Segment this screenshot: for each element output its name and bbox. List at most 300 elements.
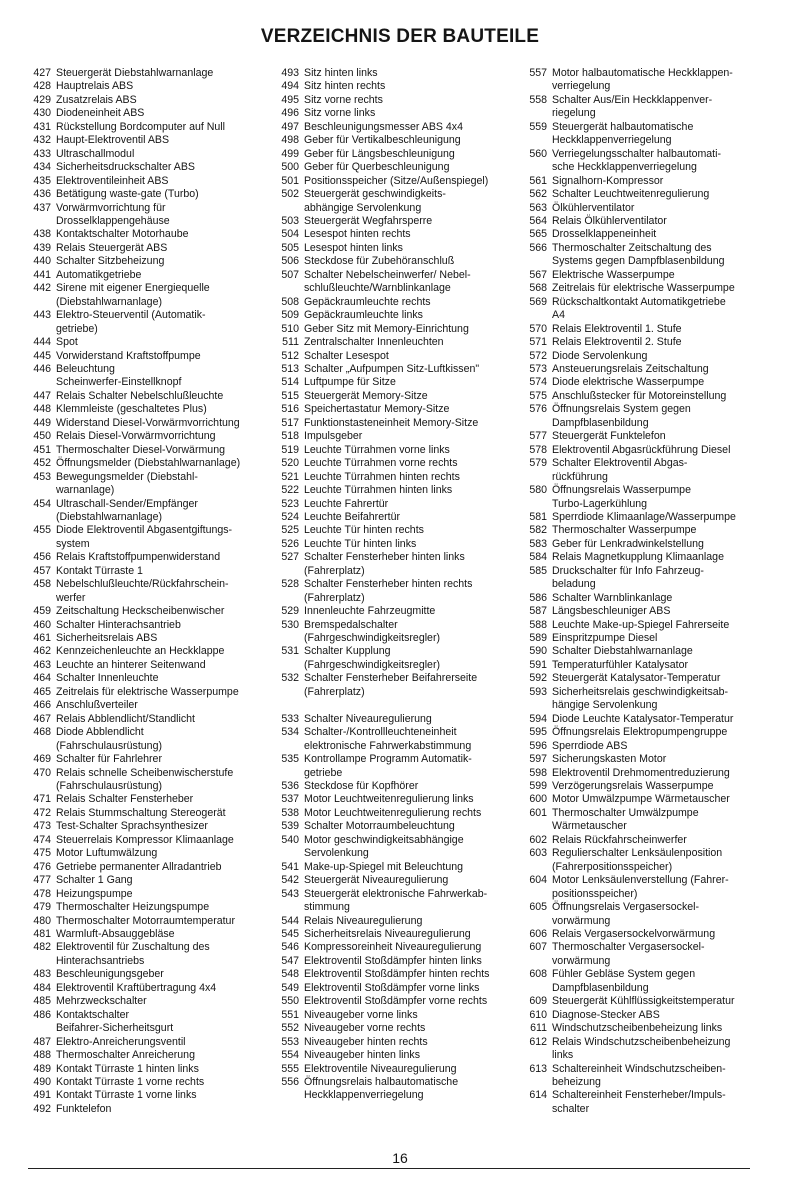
item-label: Gepäckraumleuchte links	[304, 309, 423, 322]
item-label: Haupt-Elektroventil ABS	[56, 134, 170, 147]
item-label: vorwärmung	[552, 954, 611, 967]
item-number	[524, 888, 552, 901]
item-label: Diode Elektroventil Abgasentgiftungs-	[56, 524, 233, 537]
item-label: Steuergerät Diebstahlwarnanlage	[56, 67, 214, 79]
item-label: Öffnungsrelais Vergasersockel-	[552, 901, 700, 914]
item-label: hängige Servolenkung	[552, 699, 658, 712]
list-item	[28, 713, 270, 726]
list-item	[276, 511, 522, 524]
item-label: Sitz vorne rechts	[304, 93, 383, 106]
item-number: 526	[281, 537, 299, 550]
item-label: Motor geschwindigkeitsabhängige	[304, 833, 464, 846]
item-number: 445	[33, 349, 51, 362]
item-label: Leuchte Türrahmen vorne links	[304, 443, 450, 456]
item-number: 489	[33, 1062, 51, 1075]
item-label: Relais Schalter Fensterheber	[56, 793, 194, 806]
item-label: schalter	[552, 1102, 590, 1115]
item-label: Zusatzrelais ABS	[56, 93, 137, 106]
item-number: 515	[281, 389, 299, 402]
item-label: Widerstand Diesel-Vorwärmvorrichtung	[56, 416, 240, 429]
list-item-continuation	[276, 632, 522, 645]
item-number: 601	[529, 806, 547, 819]
list-item	[524, 148, 774, 161]
item-number: 478	[33, 887, 51, 900]
item-number: 471	[33, 793, 51, 806]
item-number: 477	[33, 874, 51, 887]
item-label: Anschlußstecker für Motoreinstellung	[552, 389, 727, 402]
item-label: riegelung	[552, 107, 596, 120]
list-item	[276, 471, 522, 484]
item-label: Leuchte Tür hinten links	[304, 537, 417, 550]
list-item	[524, 740, 774, 753]
item-label: Make-up-Spiegel mit Beleuchtung	[304, 860, 463, 873]
list-item-continuation	[524, 578, 774, 591]
item-label: Niveaugeber hinten links	[304, 1049, 421, 1062]
item-label: Schalter Fensterheber hinten rechts	[304, 578, 473, 591]
item-label: Leuchte Tür hinten rechts	[304, 524, 424, 537]
item-number: 501	[281, 174, 299, 187]
list-item	[276, 161, 522, 174]
item-label: (Fahrschulausrüstung)	[56, 739, 162, 752]
list-item	[28, 820, 270, 833]
footer-rule	[28, 1168, 750, 1169]
list-item-continuation	[276, 740, 522, 753]
list-item	[28, 175, 270, 188]
item-label: (Fahrerpositionsspeicher)	[552, 860, 673, 873]
item-label: Sicherheitsdruckschalter ABS	[56, 161, 195, 174]
item-label: Windschutzscheibenbeheizung links	[552, 1022, 723, 1035]
item-number	[524, 471, 552, 484]
item-number: 449	[33, 416, 51, 429]
list-item	[524, 363, 774, 376]
item-number: 593	[529, 685, 547, 698]
list-item-continuation	[276, 847, 522, 860]
item-number: 441	[33, 268, 51, 281]
item-label: Sicherheitsrelais geschwindigkeitsab-	[552, 685, 729, 698]
item-label: Elektro-Steuerventil (Automatik-	[56, 309, 206, 322]
item-number: 527	[281, 551, 299, 564]
item-label: Steuergerät elektronische Fahrwerkab-	[304, 887, 488, 900]
list-item	[524, 592, 774, 605]
list-item	[28, 336, 270, 349]
item-number: 604	[529, 874, 547, 887]
item-label: Temperaturfühler Katalysator	[552, 658, 689, 671]
item-number: 429	[33, 93, 51, 106]
item-number: 525	[281, 524, 299, 537]
item-label: Dampfblasenbildung	[552, 416, 649, 429]
item-label: Steuergerät Katalysator-Temperatur	[552, 672, 721, 685]
item-label: Leuchte Fahrertür	[304, 497, 389, 510]
item-number: 480	[33, 914, 51, 927]
list-item	[28, 403, 270, 416]
item-number: 581	[529, 510, 547, 523]
item-number: 573	[529, 362, 547, 375]
list-item	[524, 175, 774, 188]
item-label: Elektroventil für Zuschaltung des	[56, 941, 210, 954]
list-item	[276, 538, 522, 551]
list-item	[28, 269, 270, 282]
item-label: Schalter für Fahrlehrer	[56, 753, 162, 766]
item-label: Heckklappenverriegelung	[304, 1089, 424, 1102]
list-item	[28, 767, 270, 780]
item-label: getriebe	[304, 766, 343, 779]
item-number	[524, 578, 552, 591]
list-item	[276, 134, 522, 147]
item-label: Betätigung waste-gate (Turbo)	[56, 188, 199, 201]
list-item	[276, 255, 522, 268]
item-number: 556	[281, 1075, 299, 1088]
item-number	[276, 767, 304, 780]
list-item	[524, 444, 774, 457]
item-number: 486	[33, 1008, 51, 1021]
component-list-column-2	[276, 67, 522, 1103]
item-number: 608	[529, 968, 547, 981]
item-label: Diode Abblendlicht	[56, 726, 144, 739]
list-item	[524, 726, 774, 739]
item-label: (Diebstahlwarnanlage)	[56, 295, 162, 308]
list-item	[276, 67, 522, 80]
item-number: 577	[529, 430, 547, 443]
list-item	[28, 67, 270, 80]
list-item-continuation	[524, 861, 774, 874]
list-item	[524, 632, 774, 645]
item-number: 580	[529, 484, 547, 497]
list-item	[276, 363, 522, 376]
item-label: Relais Abblendlicht/Standlicht	[56, 712, 195, 725]
list-item	[28, 242, 270, 255]
item-label: Schalter Leuchtweitenregulierung	[552, 188, 710, 201]
item-number: 442	[33, 282, 51, 295]
list-item	[524, 67, 774, 80]
item-number	[28, 955, 56, 968]
list-item	[276, 1049, 522, 1062]
list-item	[276, 121, 522, 134]
item-label: (Fahrgeschwindigkeitsregler)	[304, 632, 441, 645]
item-number: 591	[529, 658, 547, 671]
item-label: Niveaugeber vorne links	[304, 1008, 418, 1021]
item-label: Signalhorn-Kompressor	[552, 174, 664, 187]
item-number: 538	[281, 806, 299, 819]
item-label: Schalter-/Kontrollleuchteneinheit	[304, 726, 457, 739]
list-item	[28, 80, 270, 93]
item-label: Öffnungsrelais Wasserpumpe	[552, 484, 691, 497]
item-number: 469	[33, 753, 51, 766]
list-item	[28, 1009, 270, 1022]
list-item	[28, 282, 270, 295]
item-label: Ultraschall-Sender/Empfänger	[56, 497, 198, 510]
item-label: Kontaktschalter	[56, 1008, 130, 1021]
item-label: Speichertastatur Memory-Sitze	[304, 403, 450, 416]
item-label: Schaltereinheit Windschutzscheiben-	[552, 1062, 726, 1075]
item-number: 578	[529, 443, 547, 456]
item-label: Steuergerät geschwindigkeits-	[304, 188, 446, 201]
item-number: 575	[529, 389, 547, 402]
list-item	[524, 686, 774, 699]
item-label: Rückstellung Bordcomputer auf Null	[56, 120, 225, 133]
list-item	[524, 94, 774, 107]
item-label: Schalter Warnblinkanlage	[552, 591, 673, 604]
list-item	[276, 834, 522, 847]
item-number	[524, 955, 552, 968]
item-number: 462	[33, 645, 51, 658]
item-number: 494	[281, 80, 299, 93]
item-label: stimmung	[304, 901, 350, 914]
item-number	[28, 740, 56, 753]
item-label: Öffnungsmelder (Diebstahlwarnanlage)	[56, 457, 241, 470]
item-number: 443	[33, 309, 51, 322]
list-item	[276, 175, 522, 188]
item-number: 579	[529, 457, 547, 470]
list-item	[276, 861, 522, 874]
list-item	[524, 202, 774, 215]
item-label: (Fahrerplatz)	[304, 685, 365, 698]
item-label: Lesespot hinten rechts	[304, 228, 411, 241]
item-number: 583	[529, 537, 547, 550]
list-item-continuation	[524, 255, 774, 268]
item-number: 482	[33, 941, 51, 954]
item-number: 484	[33, 981, 51, 994]
item-label: Elektro-Anreicherungsventil	[56, 1035, 186, 1048]
item-label: Thermoschalter Anreicherung	[56, 1049, 195, 1062]
item-label: Servolenkung	[304, 847, 369, 860]
item-label: Spot	[56, 336, 78, 349]
list-item	[28, 1103, 270, 1116]
item-number	[524, 915, 552, 928]
item-label: beladung	[552, 578, 596, 591]
item-number	[524, 498, 552, 511]
item-label: Diode Leuchte Katalysator-Temperatur	[552, 712, 734, 725]
item-number	[276, 282, 304, 295]
item-label: Sperrdiode ABS	[552, 739, 628, 752]
list-item	[276, 350, 522, 363]
item-number	[28, 780, 56, 793]
item-number: 551	[281, 1008, 299, 1021]
item-label: Relais Elektroventil 1. Stufe	[552, 322, 682, 335]
list-item	[276, 713, 522, 726]
list-item-continuation	[524, 471, 774, 484]
item-number: 509	[281, 309, 299, 322]
item-label: Luftpumpe für Sitze	[304, 376, 396, 389]
list-item	[28, 350, 270, 363]
item-number: 570	[529, 322, 547, 335]
item-label: Leuchte Make-up-Spiegel Fahrerseite	[552, 618, 730, 631]
list-item	[28, 148, 270, 161]
item-label: Steckdose für Zubehöranschluß	[304, 255, 455, 268]
item-number: 512	[281, 349, 299, 362]
list-item	[276, 269, 522, 282]
list-item-continuation	[276, 1089, 522, 1102]
list-item	[276, 390, 522, 403]
list-item	[276, 107, 522, 120]
item-number: 436	[33, 188, 51, 201]
item-label: beheizung	[552, 1075, 601, 1088]
item-label: Gepäckraumleuchte rechts	[304, 295, 431, 308]
item-label: Zeitrelais für elektrische Wasserpumpe	[56, 685, 239, 698]
list-item	[524, 847, 774, 860]
item-label: Motor Lenksäulenverstellung (Fahrer-	[552, 874, 729, 887]
item-number	[524, 309, 552, 322]
item-label: schlußleuchte/Warnblinkanlage	[304, 282, 451, 295]
list-item	[276, 1063, 522, 1076]
list-item	[276, 498, 522, 511]
item-label: Schalter Elektroventil Abgas-	[552, 457, 688, 470]
item-label: Steuerrelais Kompressor Klimaanlage	[56, 833, 234, 846]
list-item-continuation	[524, 699, 774, 712]
list-item-continuation	[524, 1103, 774, 1116]
item-label: Schalter Diebstahlwarnanlage	[552, 645, 693, 658]
item-label: Thermoschalter Diesel-Vorwärmung	[56, 443, 225, 456]
item-number: 540	[281, 833, 299, 846]
list-item	[276, 1009, 522, 1022]
item-label: Turbo-Lagerkühlung	[552, 497, 648, 510]
item-label: Steuergerät halbautomatische	[552, 120, 694, 133]
item-number: 461	[33, 632, 51, 645]
list-item	[276, 188, 522, 201]
item-number: 587	[529, 605, 547, 618]
item-number	[524, 982, 552, 995]
list-item	[28, 444, 270, 457]
item-number: 558	[529, 93, 547, 106]
list-item	[276, 80, 522, 93]
item-number: 533	[281, 712, 299, 725]
item-number: 510	[281, 322, 299, 335]
item-number	[524, 417, 552, 430]
list-item-continuation	[28, 323, 270, 336]
list-item	[28, 619, 270, 632]
item-number	[524, 161, 552, 174]
item-number	[276, 202, 304, 215]
list-item	[524, 296, 774, 309]
item-label: Druckschalter für Info Fahrzeug-	[552, 564, 704, 577]
list-item	[28, 202, 270, 215]
item-number: 499	[281, 147, 299, 160]
item-number: 613	[529, 1062, 547, 1075]
item-label: Öffnungsrelais Elektropumpengruppe	[552, 726, 728, 739]
item-number: 532	[281, 672, 299, 685]
list-item	[524, 228, 774, 241]
item-number: 453	[33, 470, 51, 483]
item-number: 597	[529, 753, 547, 766]
list-item	[276, 484, 522, 497]
item-number	[28, 215, 56, 228]
item-number: 467	[33, 712, 51, 725]
list-item	[276, 753, 522, 766]
item-label: Thermoschalter Zeitschaltung des	[552, 241, 712, 254]
item-number: 488	[33, 1049, 51, 1062]
item-number: 582	[529, 524, 547, 537]
list-item	[276, 605, 522, 618]
item-number: 524	[281, 510, 299, 523]
item-number	[524, 820, 552, 833]
item-label: Automatikgetriebe	[56, 268, 142, 281]
list-item	[276, 968, 522, 981]
item-number: 585	[529, 564, 547, 577]
item-number: 546	[281, 941, 299, 954]
item-label: Steuergerät Funktelefon	[552, 430, 666, 443]
list-item	[28, 834, 270, 847]
list-item	[276, 242, 522, 255]
list-item	[28, 107, 270, 120]
item-number: 611	[530, 1022, 547, 1035]
item-label: Hauptrelais ABS	[56, 80, 134, 93]
item-number: 427	[33, 67, 51, 79]
list-item	[28, 915, 270, 928]
list-item	[28, 968, 270, 981]
item-label: Elektroventil Stoßdämpfer hinten rechts	[304, 968, 490, 981]
item-label: links	[552, 1049, 574, 1062]
list-item-continuation	[28, 538, 270, 551]
item-number: 566	[529, 241, 547, 254]
item-number: 594	[529, 712, 547, 725]
item-number	[28, 1022, 56, 1035]
list-item	[276, 888, 522, 901]
list-item-continuation	[28, 1022, 270, 1035]
list-item-continuation	[524, 982, 774, 995]
list-item	[276, 336, 522, 349]
item-number: 529	[281, 605, 299, 618]
item-label: vorwärmung	[552, 914, 611, 927]
item-label: Schalter Fensterheber Beifahrerseite	[304, 672, 478, 685]
item-number: 444	[33, 336, 51, 349]
item-label: (Diebstahlwarnanlage)	[56, 510, 162, 523]
list-item	[28, 1036, 270, 1049]
list-item	[524, 323, 774, 336]
item-label: Kontakt Türraste 1	[56, 564, 143, 577]
item-number: 523	[281, 497, 299, 510]
list-item-continuation	[276, 686, 522, 699]
list-item	[28, 417, 270, 430]
item-number: 548	[281, 968, 299, 981]
item-label: Motor halbautomatische Heckklappen-	[552, 67, 733, 79]
item-label: Sicherheitsrelais Niveauregulierung	[304, 928, 471, 940]
list-item	[28, 672, 270, 685]
item-label: Rückschaltkontakt Automatikgetriebe	[552, 295, 726, 308]
item-number: 458	[33, 578, 51, 591]
list-item	[28, 753, 270, 766]
list-item	[524, 767, 774, 780]
list-item	[28, 255, 270, 268]
list-item	[524, 215, 774, 228]
item-label: Beifahrer-Sicherheitsgurt	[56, 1022, 174, 1035]
item-label: Heckklappenverriegelung	[552, 134, 672, 147]
list-item	[28, 551, 270, 564]
item-label: Sirene mit eigener Energiequelle	[56, 282, 210, 295]
list-item	[28, 726, 270, 739]
item-label: Funktelefon	[56, 1102, 112, 1115]
item-label: Steuergerät Niveauregulierung	[304, 874, 449, 887]
list-item	[276, 148, 522, 161]
list-item	[524, 834, 774, 847]
list-item	[276, 430, 522, 443]
item-number: 584	[529, 551, 547, 564]
item-label: getriebe)	[56, 322, 98, 335]
item-number: 472	[33, 806, 51, 819]
list-item-continuation	[276, 565, 522, 578]
item-number: 536	[281, 780, 299, 793]
list-item	[524, 1089, 774, 1102]
item-number: 492	[33, 1102, 51, 1115]
list-item	[524, 645, 774, 658]
item-label: Niveaugeber vorne rechts	[304, 1022, 426, 1035]
list-item-continuation	[276, 202, 522, 215]
item-number	[524, 699, 552, 712]
item-number: 534	[281, 726, 299, 739]
item-label: Mehrzweckschalter	[56, 995, 147, 1008]
page-number: 16	[392, 1150, 408, 1166]
item-number	[524, 1049, 552, 1062]
item-number: 447	[33, 389, 51, 402]
item-label: Kontakt Türraste 1 vorne rechts	[56, 1075, 205, 1088]
